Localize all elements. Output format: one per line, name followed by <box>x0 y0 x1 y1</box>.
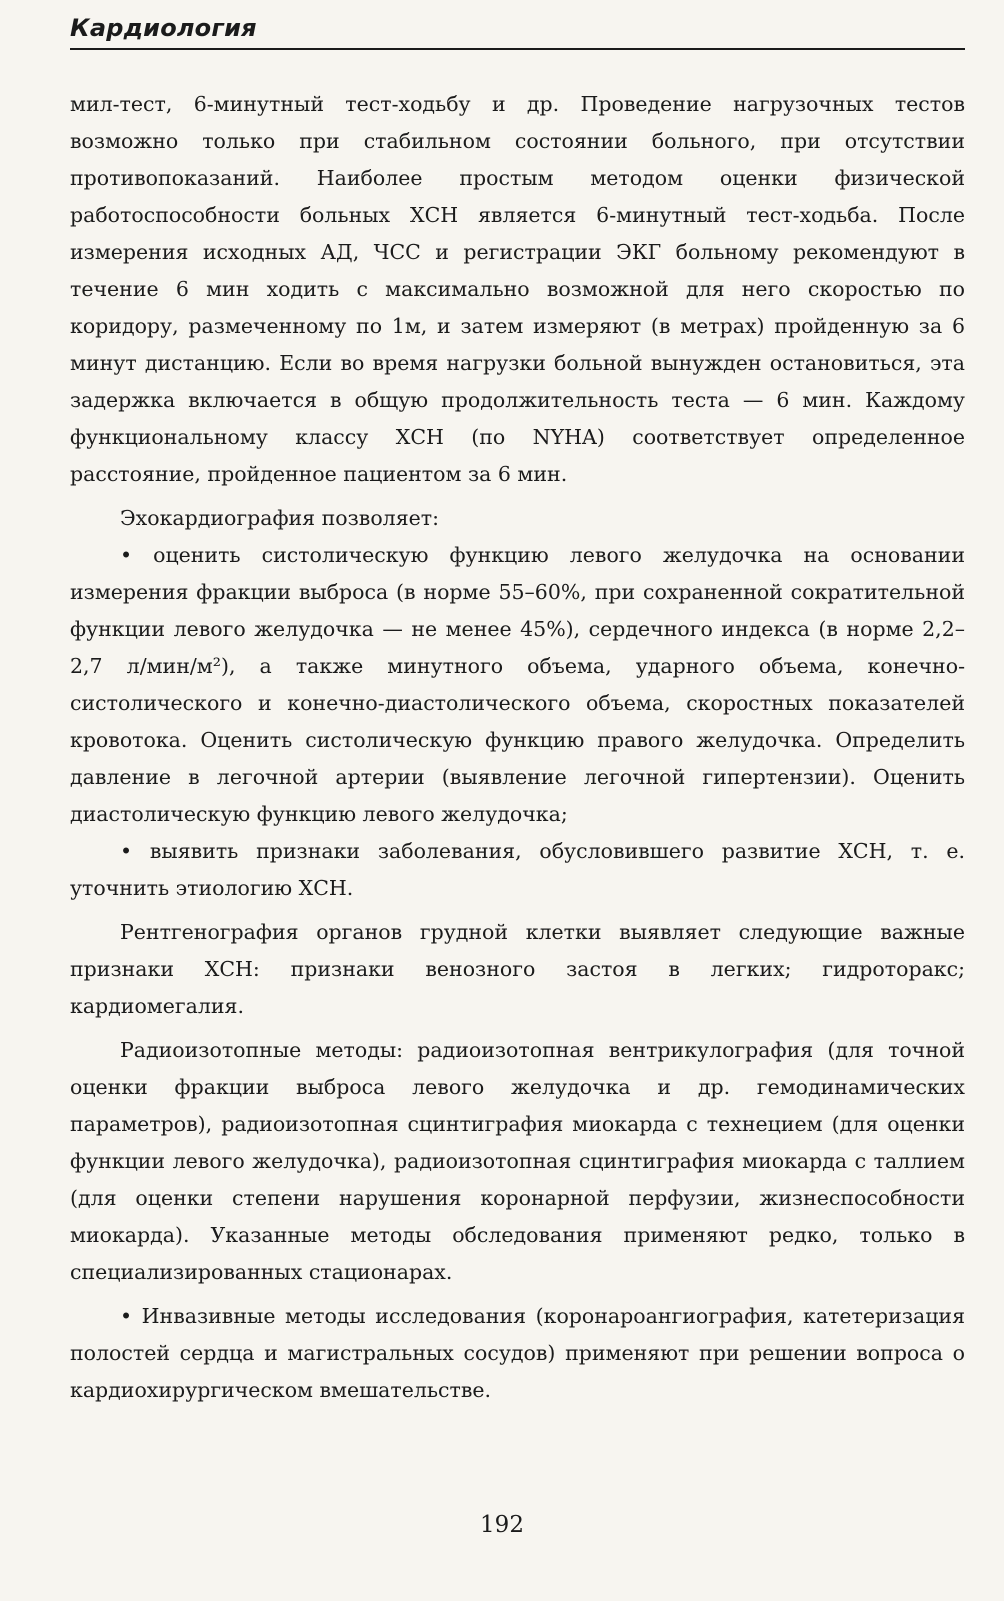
page-body <box>70 86 965 1409</box>
paragraph-radiography: Рентгенография органов грудной клетки выявляет следующие важные признаки ХСН: признаки венозного застоя в легких; гидроторакс; кардиомегалия. <box>70 920 965 1018</box>
paragraph-stress-tests: мил-тест, 6-минутный тест-ходьбу и др. Проведение нагрузочных тестов возможно только при стабильном состоянии больного, при отсутствии противопоказаний. Наиболее простым методом оценки физической работоспособности больных ХСН является 6-минутный тест-ходьба. После измерения исходных АД, ЧСС и регистрации ЭКГ больному рекомендуют в течение 6 мин ходить с максимально возможной для него скоростью по коридору, размеченному по 1м, и затем измеряют (в метрах) пройденную за 6 минут дистанцию. Если во время нагрузки больной вынужден остановиться, эта задержка включается в общую продолжительность теста — 6 мин. Каждому функциональному классу ХСН (по NYHA) соответствует определенное расстояние, пройденное пациентом за 6 мин. <box>70 92 965 486</box>
page-number: 192 <box>480 1512 524 1538</box>
running-head-title: Кардиология <box>70 14 257 42</box>
bullet-etiology: • выявить признаки заболевания, обусловившего развитие ХСН, т. е. уточнить этиологию ХСН. <box>70 839 965 900</box>
paragraph-radioisotope-methods: Радиоизотопные методы: радиоизотопная вентрикулография (для точной оценки фракции выброса левого желудочка и др. гемодинамических параметров), радиоизотопная сцинтиграфия миокарда с технецием (для оценки функции левого желудочка), радиоизотопная сцинтиграфия миокарда с таллием (для оценки степени нарушения коронарной перфузии, жизнеспособности миокарда). Указанные методы обследования применяют редко, только в специализированных стационарах. <box>70 1038 965 1284</box>
header-rule <box>70 48 965 50</box>
bullet-systolic-function: • оценить систолическую функцию левого желудочка на основании измерения фракции выброса (в норме 55–60%, при сохраненной сократительной функции левого желудочка — не менее 45%), сердечного индекса (в норме 2,2–2,7 л/мин/м²), а также минутного объема, ударного объема, конечно-систолического и конечно-диастолического объема, скоростных показателей кровотока. Оценить систолическую функцию правого желудочка. Определить давление в легочной артерии (выявление легочной гипертензии). Оценить диастолическую функцию левого желудочка; <box>70 543 965 826</box>
bullet-invasive-methods: • Инвазивные методы исследования (коронароангиография, катетеризация полостей сердца и магистральных сосудов) применяют при решении вопроса о кардиохирургическом вмешательстве. <box>70 1304 965 1402</box>
paragraph-echocardiography-intro: Эхокардиография позволяет: <box>120 506 440 530</box>
